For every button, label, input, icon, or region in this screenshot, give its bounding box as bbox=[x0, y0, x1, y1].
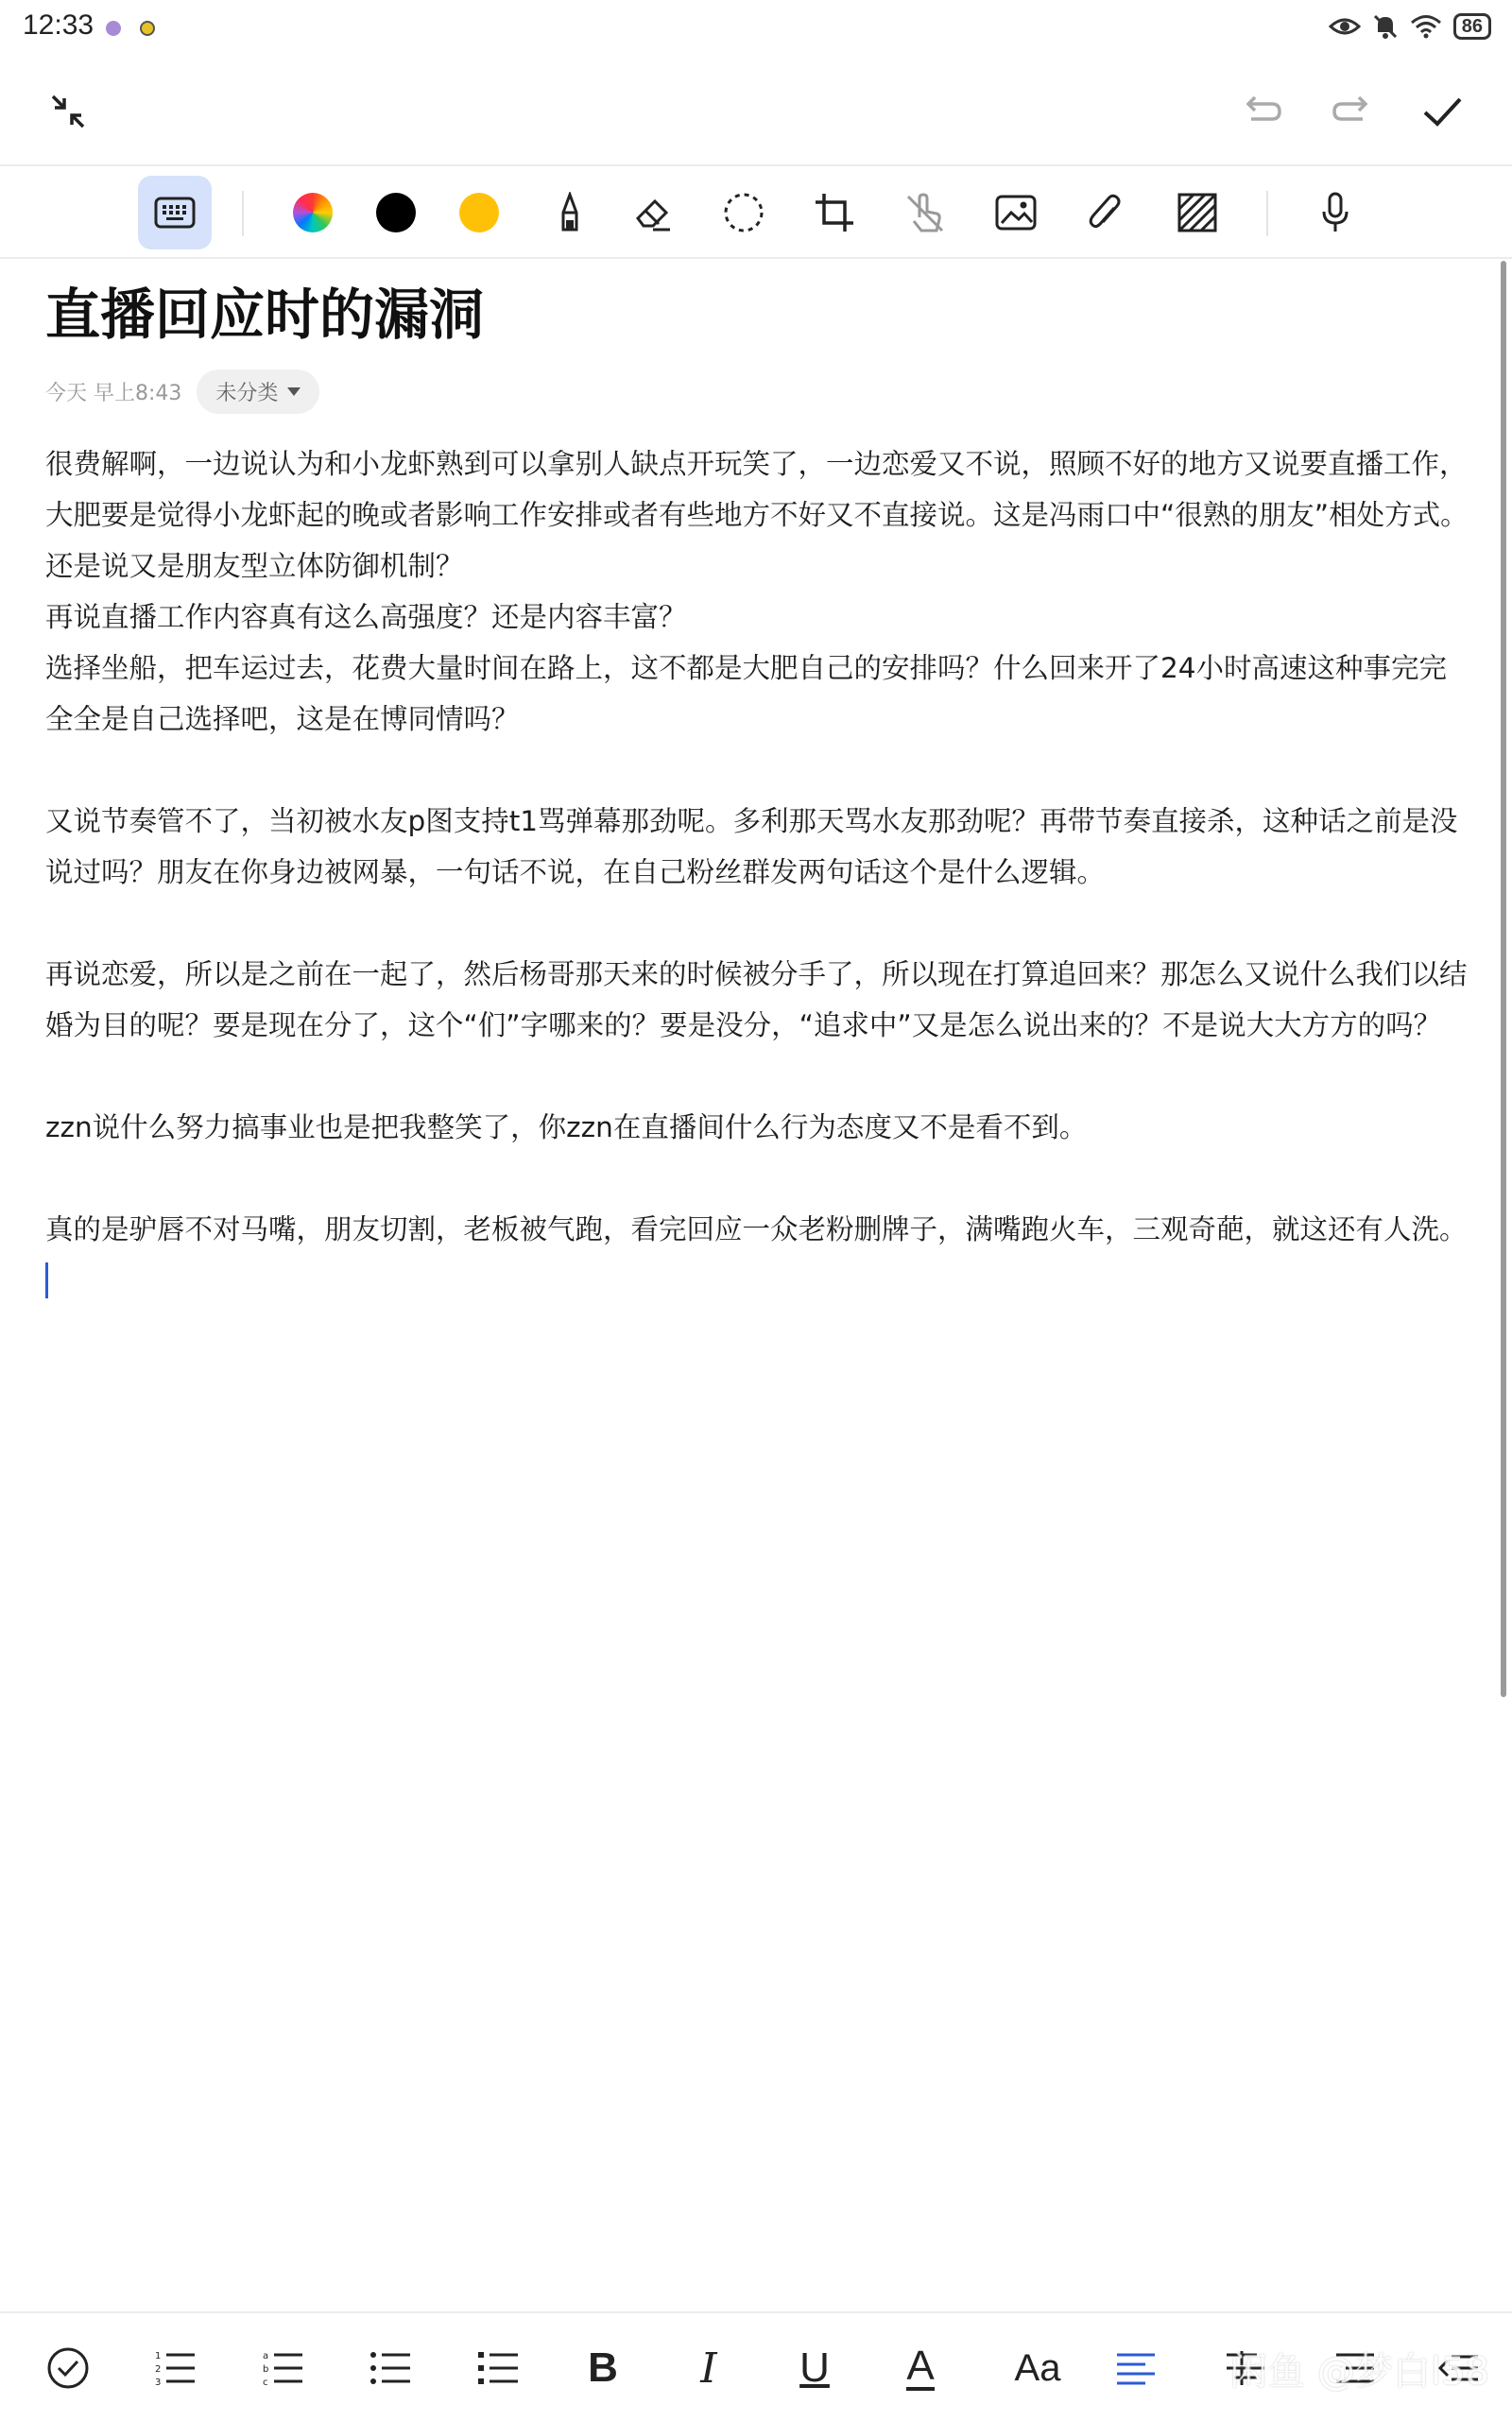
numbered-list-button[interactable] bbox=[149, 2342, 202, 2395]
category-label: 未分类 bbox=[215, 381, 279, 405]
lettered-list-button[interactable] bbox=[257, 2342, 310, 2395]
align-left-button[interactable] bbox=[1109, 2342, 1162, 2395]
color-wheel-icon bbox=[293, 193, 333, 232]
edit-toolbar bbox=[0, 166, 1512, 259]
color-yellow-swatch bbox=[459, 193, 499, 232]
status-time: 12:33 bbox=[23, 9, 94, 41]
watermark: 闲鱼 @梦白l58 bbox=[1229, 2350, 1489, 2394]
svg-text:2: 2 bbox=[155, 2364, 162, 2375]
color-black-button[interactable] bbox=[359, 176, 433, 249]
hatch-pattern-icon bbox=[1177, 192, 1218, 233]
pen-icon bbox=[554, 192, 586, 233]
checklist-button[interactable] bbox=[42, 2342, 94, 2395]
numbered-list-icon bbox=[153, 2347, 198, 2389]
note-paragraph: 再说恋爱，所以是之前在一起了，然后杨哥那天来的时候被分手了，所以现在打算追回来？那怎么又说什么我们以结婚为目的呢？要是现在分了，这个“们”字哪来的？要是没分，“追求中”又是怎么说出来的？不是说大大方方的吗？ bbox=[45, 958, 1468, 1041]
collapse-button[interactable] bbox=[43, 87, 93, 136]
text-cursor bbox=[45, 1262, 48, 1298]
category-dropdown[interactable] bbox=[197, 369, 319, 414]
paperclip-icon bbox=[1086, 191, 1124, 234]
eraser-icon bbox=[632, 192, 674, 233]
notification-icon bbox=[106, 21, 121, 36]
note-paragraph bbox=[45, 745, 1472, 796]
toolbar-divider bbox=[242, 191, 244, 236]
svg-text:b: b bbox=[263, 2364, 269, 2375]
note-paragraph: 真的是驴唇不对马嘴，朋友切割，老板被气跑，看完回应一众老粉删牌子，满嘴跑火车，三观奇葩，就这还有人洗。 bbox=[45, 1213, 1468, 1245]
text-size-icon: Aa bbox=[1014, 2346, 1061, 2389]
bullet-list-button[interactable] bbox=[365, 2342, 418, 2395]
battery-indicator: 86 bbox=[1453, 13, 1491, 40]
attachment-button[interactable] bbox=[1068, 176, 1142, 249]
finger-touch-icon bbox=[904, 191, 946, 234]
checkbox-circle-icon bbox=[45, 2345, 91, 2391]
toolbar-divider bbox=[1266, 191, 1268, 236]
lasso-icon bbox=[722, 191, 765, 234]
svg-text:3: 3 bbox=[155, 2378, 162, 2388]
align-left-icon bbox=[1113, 2349, 1159, 2387]
status-bar bbox=[0, 0, 1512, 60]
italic-button[interactable] bbox=[682, 2342, 735, 2395]
note-paragraph bbox=[45, 1153, 1472, 1204]
underline-icon: U bbox=[799, 2344, 830, 2391]
bold-icon: B bbox=[588, 2344, 618, 2391]
microphone-icon bbox=[1319, 191, 1351, 234]
nested-list-icon bbox=[476, 2347, 522, 2389]
nested-list-button[interactable] bbox=[472, 2342, 525, 2395]
chevron-down-icon bbox=[287, 387, 301, 396]
svg-text:c: c bbox=[263, 2378, 268, 2388]
note-editor[interactable] bbox=[45, 257, 1472, 1298]
note-title[interactable]: 直播回应时的漏洞 bbox=[45, 283, 485, 347]
check-icon bbox=[1418, 87, 1467, 136]
touch-draw-toggle[interactable] bbox=[888, 176, 962, 249]
lasso-select-button[interactable] bbox=[707, 176, 781, 249]
note-paragraph: 选择坐船，把车运过去，花费大量时间在路上，这不都是大肥自己的安排吗？什么回来开了24小时高速这种事完完全全是自己选择吧，这是在博同情吗？ bbox=[45, 652, 1448, 735]
background-pattern-button[interactable] bbox=[1160, 176, 1234, 249]
bullet-list-icon bbox=[369, 2347, 414, 2389]
undo-icon bbox=[1238, 87, 1287, 136]
undo-button[interactable] bbox=[1238, 87, 1287, 136]
svg-text:1: 1 bbox=[155, 2351, 162, 2361]
pen-button[interactable] bbox=[533, 176, 607, 249]
note-paragraph: zzn说什么努力搞事业也是把我整笑了，你zzn在直播间什么行为态度又不是看不到。 bbox=[45, 1111, 1088, 1143]
note-meta bbox=[45, 367, 1472, 416]
scrollbar[interactable] bbox=[1501, 261, 1506, 1697]
eraser-button[interactable] bbox=[616, 176, 690, 249]
wifi-icon bbox=[1410, 14, 1442, 39]
svg-text:a: a bbox=[263, 2351, 269, 2361]
note-date: 今天 早上8:43 bbox=[45, 381, 182, 405]
color-picker-button[interactable] bbox=[276, 176, 350, 249]
text-size-button[interactable] bbox=[1000, 2342, 1075, 2395]
font-color-button[interactable] bbox=[894, 2342, 947, 2395]
note-paragraph bbox=[45, 1051, 1472, 1102]
notification-icon bbox=[140, 21, 155, 36]
font-color-icon: A bbox=[906, 2343, 935, 2389]
collapse-icon bbox=[43, 87, 93, 136]
color-black-swatch bbox=[376, 193, 416, 232]
image-icon bbox=[994, 194, 1038, 232]
eye-icon bbox=[1329, 15, 1361, 38]
color-yellow-button[interactable] bbox=[442, 176, 516, 249]
keyboard-button[interactable] bbox=[138, 176, 212, 249]
insert-image-button[interactable] bbox=[979, 176, 1053, 249]
redo-icon bbox=[1327, 87, 1376, 136]
keyboard-icon bbox=[154, 197, 196, 229]
voice-input-button[interactable] bbox=[1298, 176, 1372, 249]
mute-bell-icon bbox=[1372, 13, 1399, 40]
note-paragraph bbox=[45, 898, 1472, 949]
top-action-bar bbox=[0, 60, 1512, 166]
underline-button[interactable] bbox=[788, 2342, 841, 2395]
status-icons bbox=[1329, 13, 1491, 40]
crop-icon bbox=[813, 191, 856, 234]
lettered-list-icon bbox=[261, 2347, 306, 2389]
note-body[interactable] bbox=[45, 438, 1472, 1298]
done-button[interactable] bbox=[1418, 87, 1467, 136]
note-paragraph: 又说节奏管不了，当初被水友p图支持t1骂弹幕那劲呢。多利那天骂水友那劲呢？再带节奏直接杀，这种话之前是没说过吗？朋友在你身边被网暴，一句话不说，在自己粉丝群发两句话这个是什么逻辑。 bbox=[45, 805, 1458, 888]
bold-button[interactable] bbox=[576, 2342, 629, 2395]
note-paragraph: 再说直播工作内容真有这么高强度？还是内容丰富？ bbox=[45, 601, 687, 633]
italic-icon: I bbox=[700, 2344, 717, 2393]
note-paragraph: 很费解啊，一边说认为和小龙虾熟到可以拿别人缺点开玩笑了，一边恋爱又不说，照顾不好的地方又说要直播工作，大肥要是觉得小龙虾起的晚或者影响工作安排或者有些地方不好又不直接说。这是冯雨口中“很熟的朋友”相处方式。还是说又是朋友型立体防御机制？ bbox=[45, 448, 1469, 582]
redo-button[interactable] bbox=[1327, 87, 1376, 136]
crop-button[interactable] bbox=[798, 176, 871, 249]
